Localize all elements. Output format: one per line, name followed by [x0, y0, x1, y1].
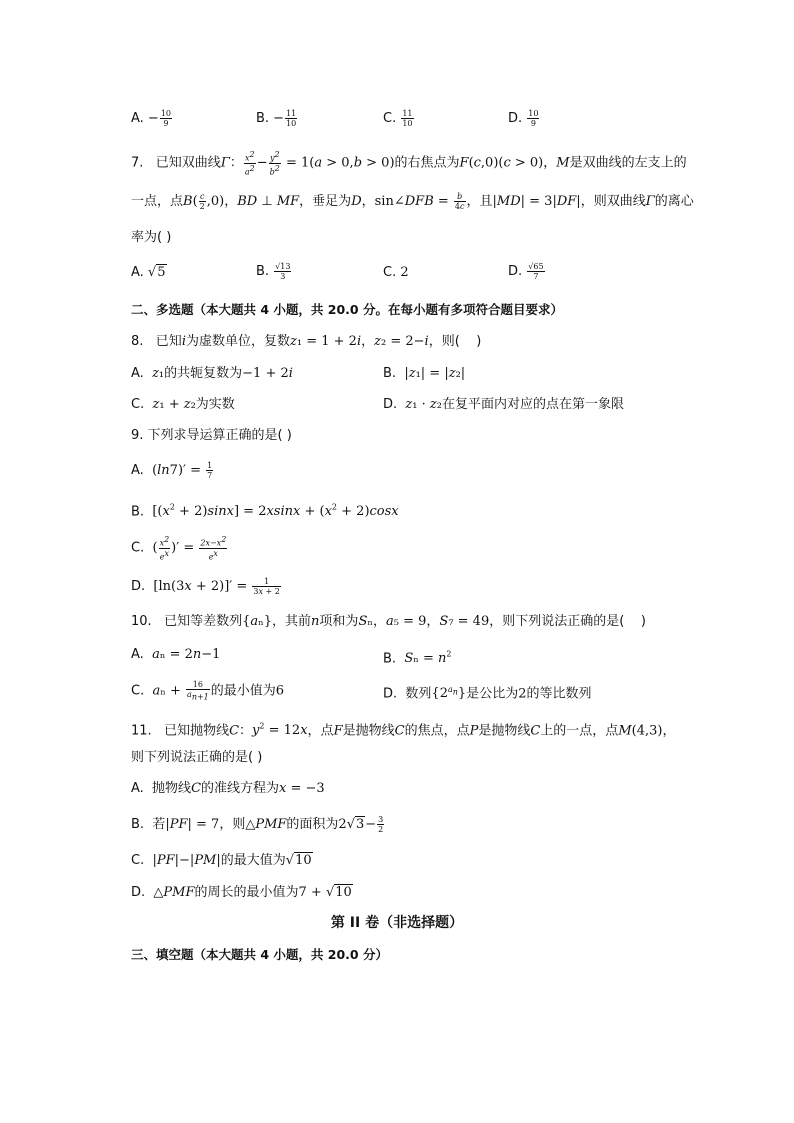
q6-option-a: A. − $\frac{10}{9}$ [131, 109, 172, 128]
q9-option-c: C. ( $\frac{x^2}{e^x}$ )′ = $\frac{2x-x^2}{e^x}$ [131, 535, 227, 562]
q11-stem-line1: 11. 已知抛物线C：$y^2 = 12x$，点F是抛物线C的焦点，点P是抛物线C上的一点，点M(4,3)， [131, 722, 676, 739]
part-2-title: 第 II 卷（非选择题） [330, 915, 464, 931]
q11-option-c: C. |PF|−|PM|的最大值为√10 [131, 853, 312, 868]
q6-option-b: B. − $\frac{11}{10}$ [256, 109, 297, 128]
q7-line1: 7. 已知双曲线Γ： $\frac{x^2}{a^2}$ − $\frac{y^2}{b^2}$ = 1(a > 0,b > 0)的右焦点为F(c,0)(c > 0)，M是双曲线的左支上的 [131, 150, 687, 177]
q7-option-a: A. √5 [131, 265, 166, 280]
q8-option-a: A. z₁的共轭复数为−1 + 2i [131, 366, 293, 381]
q11-option-b: B. 若|PF| = 7，则△PMF的面积为2√3− $\frac{3}{2}$ [131, 815, 384, 834]
q10-option-c: C. aₙ + $\frac{16}{a_{n+1}}$ 的最小值为6 [131, 680, 285, 702]
q7-option-d: D. $\frac{√65}{7}$ [508, 262, 544, 281]
section-3-heading: 三、填空题（本大题共 4 小题，共 20.0 分） [131, 947, 388, 962]
q8-option-c: C. z₁ + z₂为实数 [131, 397, 235, 412]
q9-stem: 9. 下列求导运算正确的是( ) [131, 428, 292, 443]
q7-line3: 率为( ) [131, 230, 172, 245]
q10-stem: 10. 已知等差数列{aₙ}，其前n项和为Sₙ，a₅ = 9，S₇ = 49，则下列说法正确的是( ) [131, 614, 646, 629]
q9-option-d: D. [ln(3x + 2)]′ = $\frac{1}{3x + 2}$ [131, 577, 280, 596]
q10-option-a: A. aₙ = 2n−1 [131, 647, 221, 662]
q8-option-d: D. z₁ · z₂在复平面内对应的点在第一象限 [383, 397, 624, 412]
q8-stem: 8. 已知i为虚数单位，复数z₁ = 1 + 2i，z₂ = 2−i，则( ) [131, 334, 482, 349]
q11-option-d: D. △PMF的周长的最小值为7 + √10 [131, 885, 352, 900]
section-2-heading: 二、多选题（本大题共 4 小题，共 20.0 分。在每小题有多项符合题目要求） [131, 302, 563, 317]
q10-option-b: B. $S_n = n^2$ [383, 650, 452, 667]
q11-option-a: A. 抛物线C的准线方程为x = −3 [131, 781, 325, 796]
q7-option-c: C. 2 [383, 265, 409, 280]
q7-line2: 一点，点B( $\frac{c}{2}$ ,0)，BD ⊥ MF，垂足为D，sin∠DFB = $\frac{b}{4c}$ ，且|MD| = 3|DF|，则双曲线Γ的离心 [131, 192, 694, 211]
q6-option-d: D. $\frac{10}{9}$ [508, 109, 539, 128]
q11-stem-line2: 则下列说法正确的是( ) [131, 750, 263, 765]
q9-option-a: A. (ln7)′ = $\frac{1}{7}$ [131, 461, 213, 480]
q7-option-b: B. $\frac{√13}{3}$ [256, 262, 291, 281]
q10-option-d: D. 数列$\{2^{a_n}\}$是公比为2的等比数列 [383, 685, 592, 702]
q8-option-b: B. |z₁| = |z₂| [383, 366, 466, 381]
q6-option-c: C. $\frac{11}{10}$ [383, 109, 413, 128]
q9-option-b: B. $[(x^2 + 2)\sin x] = 2xsinx + (x^2 + 2)\cos x$ [131, 503, 399, 520]
